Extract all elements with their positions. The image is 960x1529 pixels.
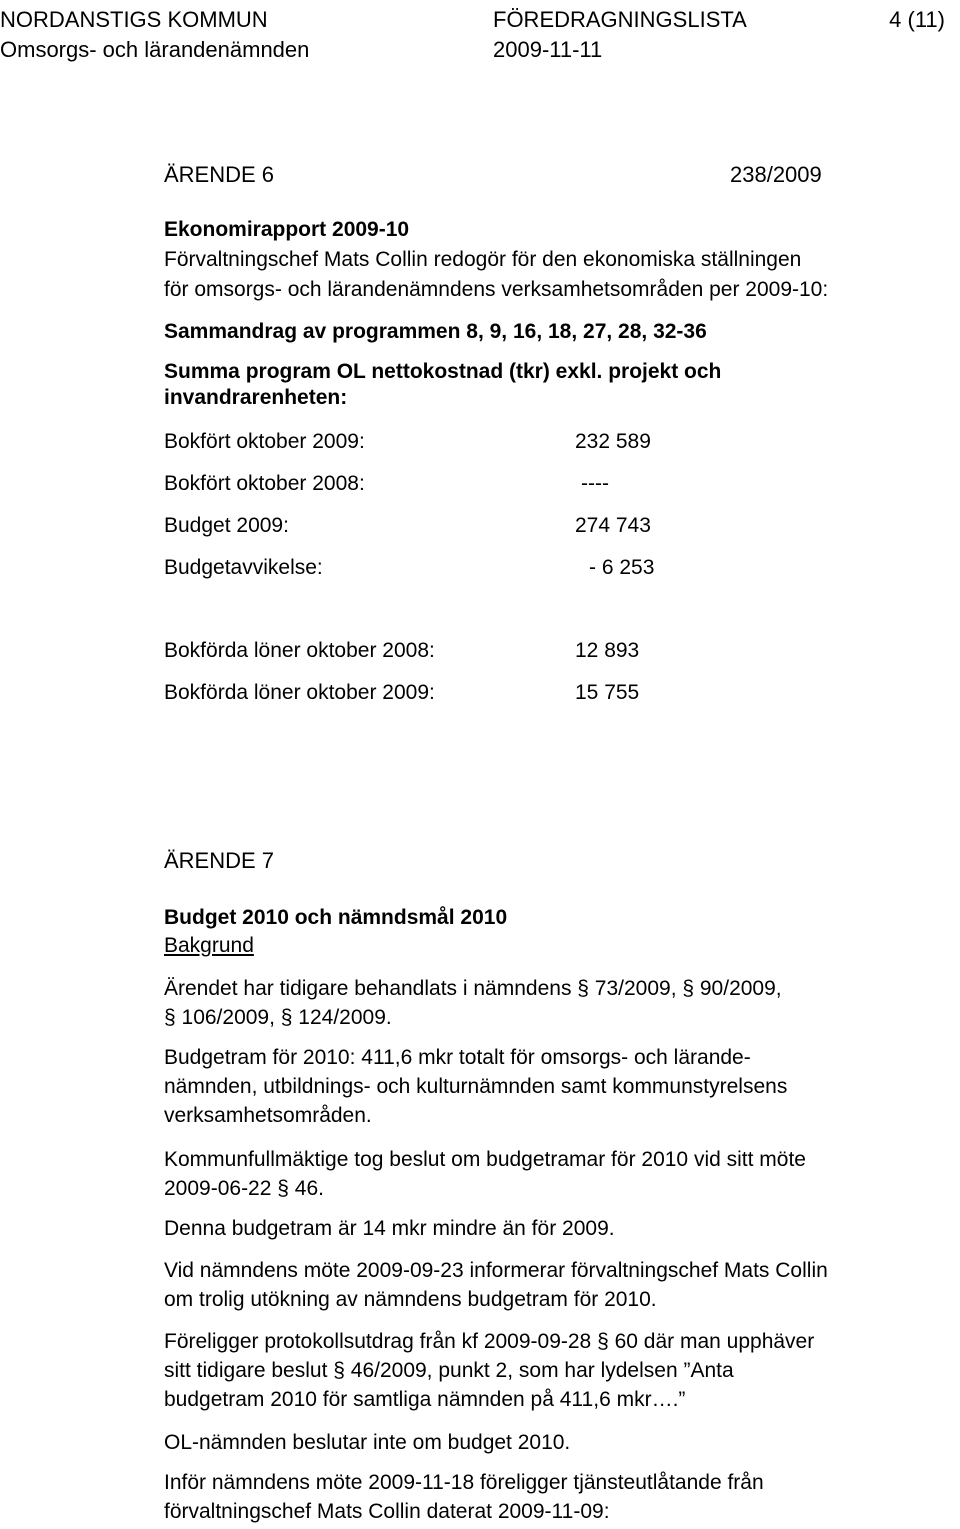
doc-type: FÖREDRAGNINGSLISTA <box>493 7 747 32</box>
salary-value: 15 755 <box>575 681 640 704</box>
paragraph-reduction <box>164 1214 960 1243</box>
text-line: nämnden, utbildnings- och kulturnämnden samt kommunstyrelsens <box>164 1075 788 1098</box>
figure-label: Budgetavvikelse: <box>164 556 323 579</box>
paragraph-council-decision <box>164 1145 960 1203</box>
text-line: Inför nämndens möte 2009-11-18 föreligger tjänsteutlåtande från <box>164 1471 764 1494</box>
summary-heading: Sammandrag av programmen 8, 9, 16, 18, 27, 28, 32-36 <box>164 320 707 343</box>
figure-value: 232 589 <box>575 430 651 453</box>
background-heading: Bakgrund <box>164 934 254 957</box>
text-line: § 106/2009, § 124/2009. <box>164 1006 392 1029</box>
text-line: Budgetram för 2010: 411,6 mkr totalt för omsorgs- och lärande- <box>164 1046 751 1069</box>
text-line: om trolig utökning av nämndens budgetram för 2010. <box>164 1288 657 1311</box>
arende6-label: ÄRENDE 6 <box>164 162 275 187</box>
paragraph-upcoming-meeting <box>164 1468 960 1526</box>
net-heading-1: Summa program OL nettokostnad (tkr) exkl. projekt och <box>164 360 722 383</box>
paragraph-no-decision <box>164 1428 960 1457</box>
net-heading-2: invandrarenheten: <box>164 386 348 409</box>
paragraph-history <box>164 974 960 1032</box>
page-number: 4 (11) <box>889 7 945 32</box>
salary-label: Bokförda löner oktober 2009: <box>164 681 435 704</box>
arende6-number: 238/2009 <box>730 162 822 187</box>
text-line: Föreligger protokollsutdrag från kf 2009-09-28 § 60 där man upphäver <box>164 1330 815 1353</box>
figure-value: 274 743 <box>575 514 651 537</box>
text-line: sitt tidigare beslut § 46/2009, punkt 2, som har lydelsen ”Anta <box>164 1359 734 1382</box>
figure-row <box>0 512 960 540</box>
paragraph-protocol-extract <box>164 1327 960 1414</box>
figure-label: Bokfört oktober 2009: <box>164 430 365 453</box>
arende6-intro-2: för omsorgs- och lärandenämndens verksamhetsområden per 2009-10: <box>164 278 829 301</box>
salary-value: 12 893 <box>575 639 640 662</box>
figure-label: Budget 2009: <box>164 514 289 537</box>
figure-value: - 6 253 <box>589 556 655 579</box>
figure-label: Bokfört oktober 2008: <box>164 472 365 495</box>
text-line: budgetram 2010 för samtliga nämnden på 411,6 mkr….” <box>164 1388 686 1411</box>
figure-value: ---- <box>581 472 609 495</box>
paragraph-meeting-info <box>164 1256 960 1314</box>
doc-date: 2009-11-11 <box>493 37 603 62</box>
text-line: förvaltningschef Mats Collin daterat 2009-11-09: <box>164 1500 610 1523</box>
paragraph-budget-frame <box>164 1043 960 1130</box>
page-header <box>0 6 945 66</box>
text-line: Ärendet har tidigare behandlats i nämndens § 73/2009, § 90/2009, <box>164 977 782 1000</box>
salary-row <box>0 679 960 707</box>
board-name: Omsorgs- och lärandenämnden <box>0 37 310 62</box>
text-line: 2009-06-22 § 46. <box>164 1177 324 1200</box>
text-line: OL-nämnden beslutar inte om budget 2010. <box>164 1431 571 1454</box>
text-line: Vid nämndens möte 2009-09-23 informerar förvaltningschef Mats Collin <box>164 1259 828 1282</box>
text-line: verksamhetsområden. <box>164 1104 372 1127</box>
arende6-title: Ekonomirapport 2009-10 <box>164 218 410 241</box>
text-line: Denna budgetram är 14 mkr mindre än för 2009. <box>164 1217 615 1240</box>
figure-row <box>0 428 960 456</box>
arende7-title: Budget 2010 och nämndsmål 2010 <box>164 906 508 929</box>
salary-row <box>0 637 960 665</box>
figure-row <box>0 470 960 498</box>
arende6-intro-1: Förvaltningschef Mats Collin redogör för den ekonomiska ställningen <box>164 248 802 271</box>
arende7-label: ÄRENDE 7 <box>164 848 275 873</box>
salary-label: Bokförda löner oktober 2008: <box>164 639 435 662</box>
text-line: Kommunfullmäktige tog beslut om budgetramar för 2010 vid sitt möte <box>164 1148 806 1171</box>
org-name: NORDANSTIGS KOMMUN <box>0 7 268 32</box>
figure-row <box>0 554 960 582</box>
